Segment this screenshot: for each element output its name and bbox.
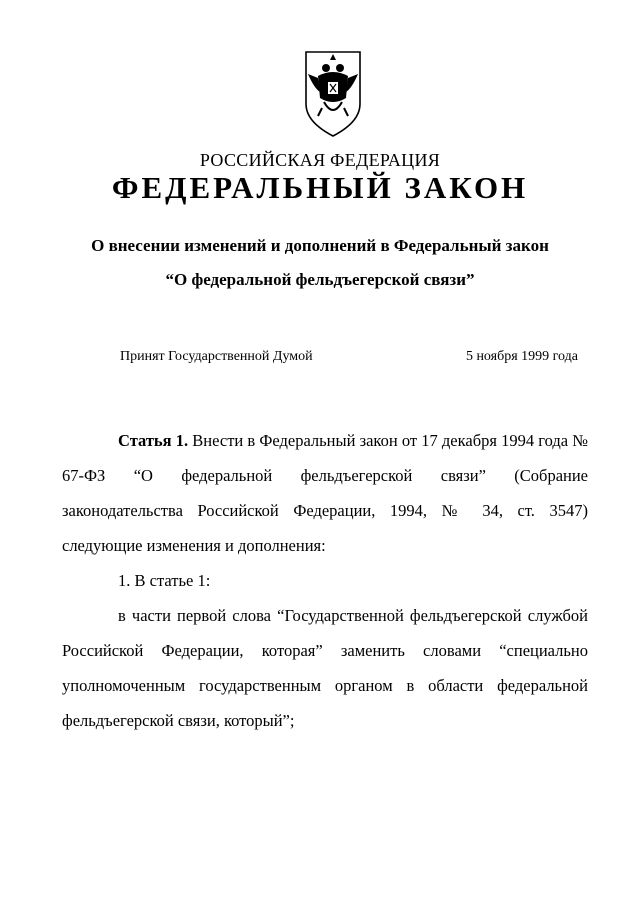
law-body (62, 423, 588, 738)
adoption-date: 5 ноября 1999 года (465, 349, 578, 364)
law-title-line-2: “О федеральной фельдъегерской связи” (165, 270, 475, 289)
article-1-label: Статья 1. (118, 431, 189, 450)
item-1-heading: 1. В статье 1: (118, 571, 211, 590)
item-1-text: в части первой слова “Государственной фельдъегерской службой Российской Федерации, которая” заменить словами “специально уполномоченным государственным органом в области федеральной фельдъегерской связи, который”; (62, 606, 588, 730)
document-type: ФЕДЕРАЛЬНЫЙ ЗАКОН (111, 170, 529, 205)
law-title-line-1: О внесении изменений и дополнений в Федеральный закон (91, 236, 549, 255)
country-name: РОССИЙСКАЯ ФЕДЕРАЦИЯ (199, 150, 441, 170)
article-1-text: Внести в Федеральный закон от 17 декабря 1994 года № 67-ФЗ “О федеральной фельдъегерской связи” (Собрание законодательства Российской Федерации, 1994, № 34, ст. 3547) следующие изменения и дополнения: (62, 431, 589, 555)
adopted-by: Принят Государственной Думой (120, 349, 313, 364)
coat-of-arms-emblem-icon (300, 48, 366, 140)
article-1-paragraph (62, 423, 588, 563)
